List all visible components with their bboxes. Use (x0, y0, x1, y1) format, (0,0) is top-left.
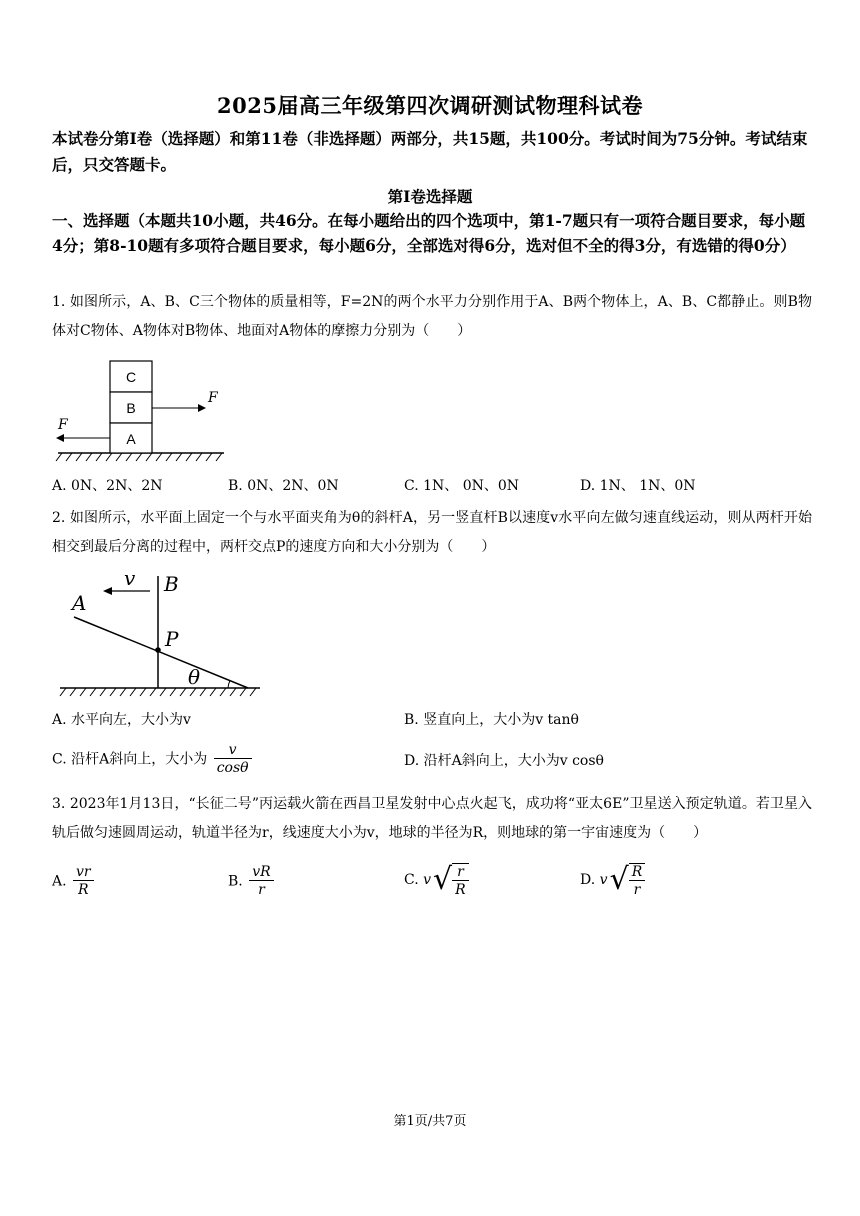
q3-option-d-radicand (629, 863, 646, 899)
force-left-label: F (58, 417, 68, 433)
q3-option-a-label: A. (52, 873, 67, 890)
q3-option-d (580, 860, 645, 900)
q3-option-c-numerator: r (452, 864, 469, 881)
q3-option-d-numerator: R (629, 864, 646, 881)
q3-option-a-fraction (73, 864, 94, 899)
q1-option-a: A. 0N、2N、2N (52, 478, 163, 494)
q3-option-b-numerator: vR (249, 864, 273, 881)
q3-option-b-label: B. (228, 873, 243, 890)
q2-option-c-text: C. 沿杆A斜向上，大小为 (52, 751, 208, 768)
q2-option-c-numerator: v (214, 742, 252, 759)
q2-option-b: B. 竖直向上，大小为v tanθ (404, 712, 579, 728)
q2-option-d: D. 沿杆A斜向上，大小为v cosθ (404, 753, 604, 769)
block-b-label: B (126, 400, 136, 416)
q3-option-d-label: D. (580, 872, 596, 888)
q2-option-c (52, 742, 254, 777)
question-1-figure (52, 358, 232, 466)
q3-option-d-denominator: r (633, 882, 641, 898)
q3-option-d-expression (600, 860, 646, 900)
q1-option-d: D. 1N、 1N、0N (580, 478, 696, 494)
question-3-stem: 3. 2023年1月13日，“长征二号”丙运载火箭在西昌卫星发射中心点火起飞，成功将“亚太6E”卫星送入预定轨道。若卫星入轨后做匀速圆周运动，轨道半径为r，线速度大小为v，地球的半径为R，则地球的第一宇宙速度为（ ） (52, 796, 812, 841)
q3-option-b-fraction (249, 864, 273, 899)
q2-option-c-denominator: cosθ (216, 760, 249, 776)
q3-option-c-expression (423, 860, 469, 900)
force-right-label: F (208, 390, 218, 406)
q3-option-c (404, 860, 469, 900)
q1-option-c: C. 1N、 0N、0N (404, 478, 520, 494)
block-c-label: C (125, 369, 137, 385)
rod-b-label: B (164, 572, 179, 596)
angle-theta-label: θ (188, 665, 201, 689)
q2-option-a: A. 水平向左，大小为v (52, 712, 191, 728)
block-a-label: A (126, 431, 136, 447)
q3-option-a (52, 864, 96, 899)
q3-option-b-denominator: r (258, 882, 265, 898)
sqrt-symbol: √ (609, 862, 629, 897)
q3-option-a-denominator: R (78, 882, 89, 898)
part-heading: 一、选择题（本题共10小题，共46分。在每小题给出的四个选项中，第1-7题只有一项符合题目要求，每小题4分；第8-10题有多项符合题目要求，每小题6分，全部选对得6分，选对但不全的得3分，有选错的得0分） (52, 211, 806, 255)
exam-title: 2025届高三年级第四次调研测试物理科试卷 (217, 93, 643, 118)
question-1-stem: 1. 如图所示，A、B、C三个物体的质量相等，F=2N的两个水平力分别作用于A、B两个物体上，A、B、C都静止。则B物体对C物体、A物体对B物体、地面对A物体的摩擦力分别为（ ） (52, 294, 812, 339)
q2-option-c-fraction (214, 742, 252, 777)
sqrt-symbol: √ (433, 862, 453, 897)
exam-intro: 本试卷分第I卷（选择题）和第11卷（非选择题）两部分，共15题，共100分。考试时间为75分钟。考试结束后，只交答题卡。 (52, 129, 808, 174)
q3-option-a-numerator: vr (73, 864, 94, 881)
q3-option-c-label: C. (404, 872, 419, 888)
q3-option-c-coefficient: v (423, 872, 432, 888)
rod-a-label: A (72, 591, 87, 615)
point-p-label: P (165, 627, 179, 651)
q3-option-c-radicand (452, 863, 469, 899)
section-title: 第I卷选择题 (387, 187, 473, 206)
q3-option-d-coefficient: v (599, 872, 608, 888)
velocity-label: v (124, 572, 136, 590)
question-2-stem: 2. 如图所示，水平面上固定一个与水平面夹角为θ的斜杆A，另一竖直杆B以速度v水平向左做匀速直线运动，则从两杆开始相交到最后分离的过程中，两杆交点P的速度方向和大小分别为（ ） (52, 510, 812, 555)
q3-option-c-denominator: R (455, 882, 466, 898)
q1-option-b: B. 0N、2N、0N (228, 478, 339, 494)
q3-option-b (228, 864, 276, 899)
question-2-figure (52, 572, 267, 702)
page-footer: 第1页/共7页 (393, 1114, 467, 1129)
